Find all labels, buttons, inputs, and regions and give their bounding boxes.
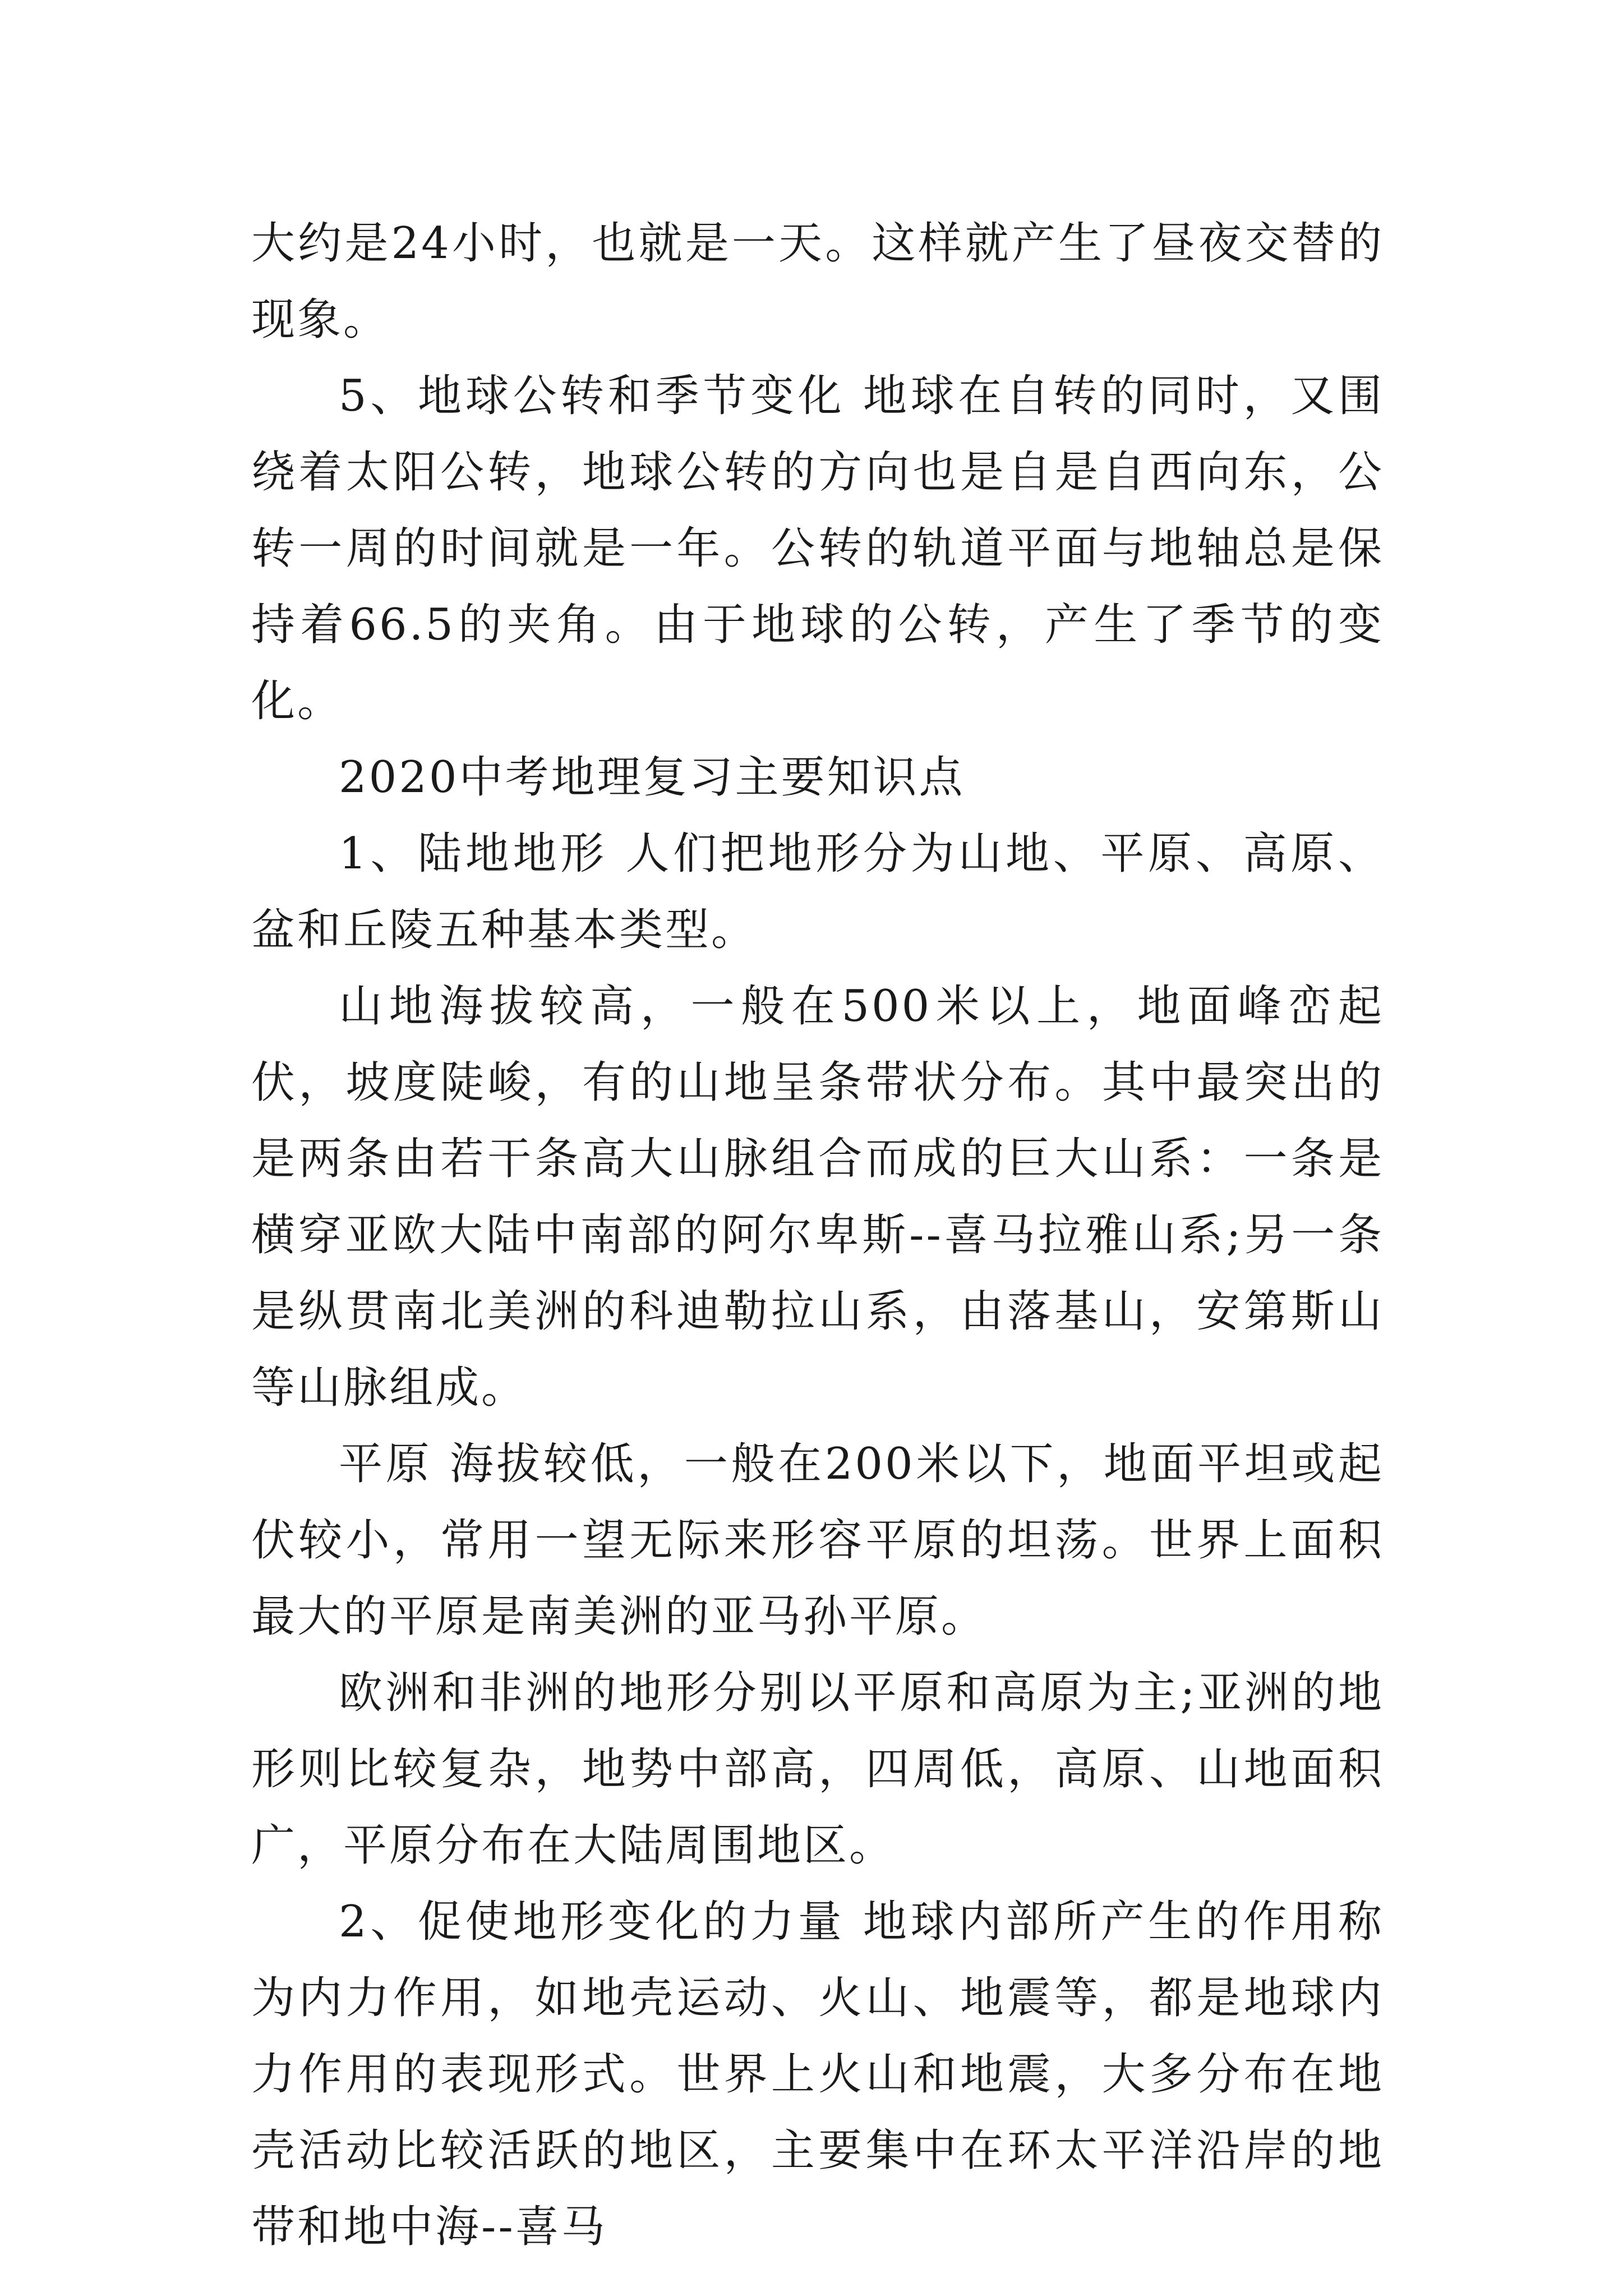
body-text (251, 205, 1384, 2265)
paragraph-continents-terrain: 欧洲和非洲的地形分别以平原和高原为主;亚洲的地形则比较复杂，地势中部高，四周低，高原、山地面积广，平原分布在大陆周围地区。 (251, 1668, 1384, 1871)
paragraph-plains: 平原 海拔较低，一般在200米以下，地面平坦或起伏较小，常用一望无际来形容平原的坦荡。世界上面积最大的平原是南美洲的亚马孙平原。 (251, 1439, 1384, 1642)
paragraph-mountains: 山地海拔较高，一般在500米以上，地面峰峦起伏，坡度陡峻，有的山地呈条带状分布。其中最突出的是两条由若干条高大山脉组合而成的巨大山系：一条是横穿亚欧大陆中南部的阿尔卑斯--喜马拉雅山系;另一条是纵贯南北美洲的科迪勒拉山系，由落基山，安第斯山等山脉组成。 (251, 981, 1384, 1413)
paragraph-internal-forces: 2、促使地形变化的力量 地球内部所产生的作用称为内力作用，如地壳运动、火山、地震等，都是地球内力作用的表现形式。世界上火山和地震，大多分布在地壳活动比较活跃的地区，主要集中在环太平洋沿岸的地带和地中海--喜马 (251, 1897, 1384, 2252)
paragraph-land-landforms: 1、陆地地形 人们把地形分为山地、平原、高原、盆和丘陵五种基本类型。 (251, 829, 1384, 955)
paragraph-day-night: 大约是24小时，也就是一天。这样就产生了昼夜交替的现象。 (251, 218, 1384, 345)
section-heading: 2020中考地理复习主要知识点 (339, 752, 965, 803)
paragraph-revolution-seasons: 5、地球公转和季节变化 地球在自转的同时，又围绕着太阳公转，地球公转的方向也是自是自西向东，公转一周的时间就是一年。公转的轨道平面与地轴总是保持着66.5的夹角。由于地球的公转，产生了季节的变化。 (251, 371, 1384, 726)
